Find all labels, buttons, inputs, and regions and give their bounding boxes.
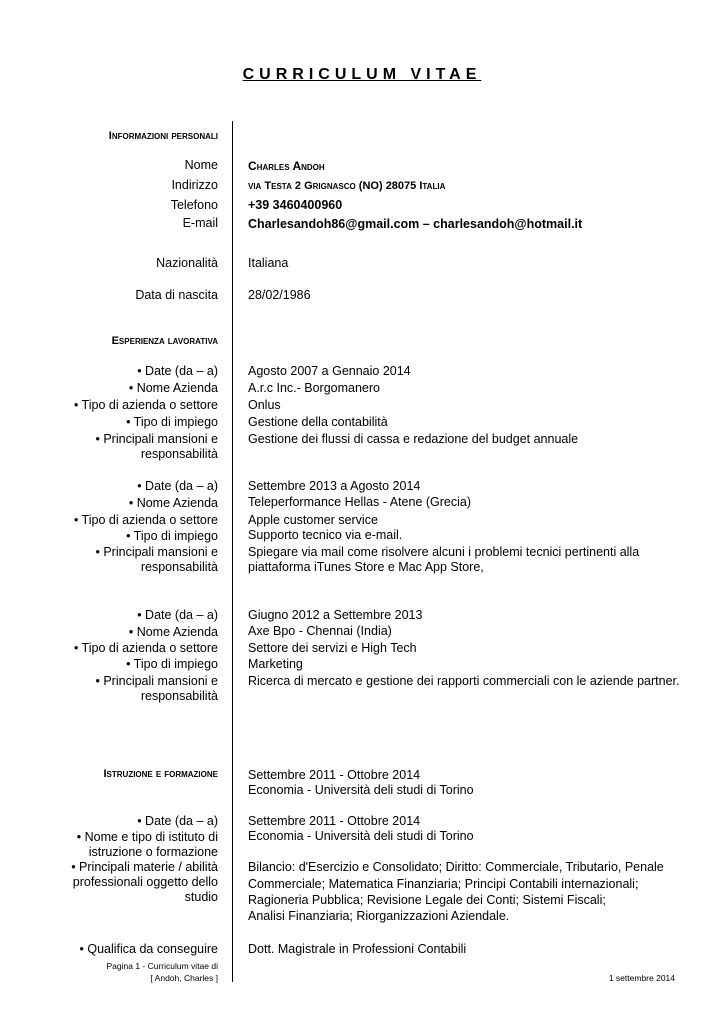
job-company-label: • Nome Azienda bbox=[128, 381, 218, 395]
name-value: Charles Andoh bbox=[248, 159, 325, 173]
job-sector: Settore dei servizi e High Tech bbox=[248, 641, 417, 655]
job-type-label: • Tipo di impiego bbox=[126, 657, 218, 671]
section-experience-heading: Esperienza lavorativa bbox=[111, 335, 218, 347]
email-label: E-mail bbox=[182, 216, 218, 230]
job-duties: Ricerca di mercato e gestione dei rapporti commerciali con le aziende partner. bbox=[248, 674, 680, 688]
footer-page: Pagina 1 - Curriculum vitae di bbox=[106, 961, 218, 971]
job-sector-label: • Tipo di azienda o settore bbox=[73, 398, 218, 412]
edu-subjects-label: • Principali materie / abilità bbox=[71, 860, 218, 874]
edu-subjects-cont3: Analisi Finanziaria; Riorganizzazioni Aziendale. bbox=[248, 909, 510, 923]
job-company-label: • Nome Azienda bbox=[128, 625, 218, 639]
job-company: A.r.c Inc.- Borgomanero bbox=[248, 381, 381, 395]
edu-subjects-label-cont: professionali oggetto dello bbox=[72, 875, 218, 889]
footer-name: [ Andoh, Charles ] bbox=[150, 973, 218, 983]
birthdate-value: 28/02/1986 bbox=[248, 288, 311, 302]
job-company: Teleperformance Hellas - Atene (Grecia) bbox=[248, 495, 472, 509]
nationality-value: Italiana bbox=[248, 256, 289, 270]
job-duties-label: • Principali mansioni e bbox=[95, 674, 218, 688]
section-personal-heading: Informazioni personali bbox=[108, 130, 218, 142]
job-duties-label: • Principali mansioni e bbox=[95, 432, 218, 446]
edu-institute-label-cont: istruzione o formazione bbox=[88, 845, 218, 859]
education-head-school: Economia - Università deli studi di Torino bbox=[248, 783, 474, 797]
birthdate-label: Data di nascita bbox=[135, 288, 218, 302]
email-value[interactable]: Charlesandoh86@gmail.com – charlesandoh@hotmail.it bbox=[248, 217, 583, 231]
name-label: Nome bbox=[184, 158, 218, 172]
job-type: Gestione della contabilità bbox=[248, 415, 388, 429]
section-education-heading: Istruzione e formazione bbox=[103, 768, 218, 780]
job-date-label: • Date (da – a) bbox=[137, 479, 218, 493]
job-duties-cont: piattaforma iTunes Store e Mac App Store, bbox=[248, 560, 484, 574]
job-date-label: • Date (da – a) bbox=[137, 364, 218, 378]
job-type: Supporto tecnico via e-mail. bbox=[248, 528, 403, 542]
job-sector-label: • Tipo di azienda o settore bbox=[73, 641, 218, 655]
job-duties: Spiegare via mail come risolvere alcuni i problemi tecnici pertinenti alla bbox=[248, 545, 640, 559]
nationality-label: Nazionalità bbox=[156, 256, 218, 270]
job-sector-label: • Tipo di azienda o settore bbox=[73, 513, 218, 527]
job-date-label: • Date (da – a) bbox=[137, 608, 218, 622]
job-duties-label-cont: responsabilità bbox=[140, 689, 218, 703]
job-duties-label: • Principali mansioni e bbox=[95, 545, 218, 559]
edu-date: Settembre 2011 - Ottobre 2014 bbox=[248, 814, 421, 828]
job-type-label: • Tipo di impiego bbox=[126, 415, 218, 429]
job-company-label: • Nome Azienda bbox=[128, 496, 218, 510]
edu-qualification-label: • Qualifica da conseguire bbox=[79, 942, 218, 956]
cv-title: CURRICULUM VITAE bbox=[242, 66, 482, 83]
edu-institute-label: • Nome e tipo di istituto di bbox=[76, 830, 218, 844]
column-divider bbox=[232, 121, 233, 982]
edu-institute: Economia - Università deli studi di Torino bbox=[248, 829, 474, 843]
job-date: Settembre 2013 a Agosto 2014 bbox=[248, 479, 421, 493]
job-duties: Gestione dei flussi di cassa e redazione del budget annuale bbox=[248, 432, 579, 446]
phone-label: Telefono bbox=[170, 198, 218, 212]
address-value: via Testa 2 Grignasco (NO) 28075 Italia bbox=[248, 180, 446, 192]
job-date: Agosto 2007 a Gennaio 2014 bbox=[248, 364, 411, 378]
edu-qualification: Dott. Magistrale in Professioni Contabili bbox=[248, 942, 467, 956]
job-sector: Apple customer service bbox=[248, 513, 378, 527]
job-type: Marketing bbox=[248, 657, 303, 671]
job-date: Giugno 2012 a Settembre 2013 bbox=[248, 608, 423, 622]
job-duties-label-cont: responsabilità bbox=[140, 560, 218, 574]
edu-subjects-label-cont2: studio bbox=[184, 890, 218, 904]
job-sector: Onlus bbox=[248, 398, 281, 412]
phone-value: +39 3460400960 bbox=[248, 198, 343, 212]
footer-date: 1 settembre 2014 bbox=[608, 973, 675, 983]
edu-subjects-cont: Commerciale; Matematica Finanziaria; Principi Contabili internazionali; bbox=[248, 877, 639, 891]
edu-subjects-cont2: Ragioneria Pubblica; Revisione Legale dei Conti; Sistemi Fiscali; bbox=[248, 893, 606, 907]
edu-subjects: Bilancio: d'Esercizio e Consolidato; Diritto: Commerciale, Tributario, Penale bbox=[248, 860, 664, 874]
address-label: Indirizzo bbox=[171, 178, 218, 192]
education-head-dates: Settembre 2011 - Ottobre 2014 bbox=[248, 768, 421, 782]
job-type-label: • Tipo di impiego bbox=[126, 529, 218, 543]
job-duties-label-cont: responsabilità bbox=[140, 447, 218, 461]
job-company: Axe Bpo - Chennai (India) bbox=[248, 624, 392, 638]
edu-date-label: • Date (da – a) bbox=[137, 814, 218, 828]
